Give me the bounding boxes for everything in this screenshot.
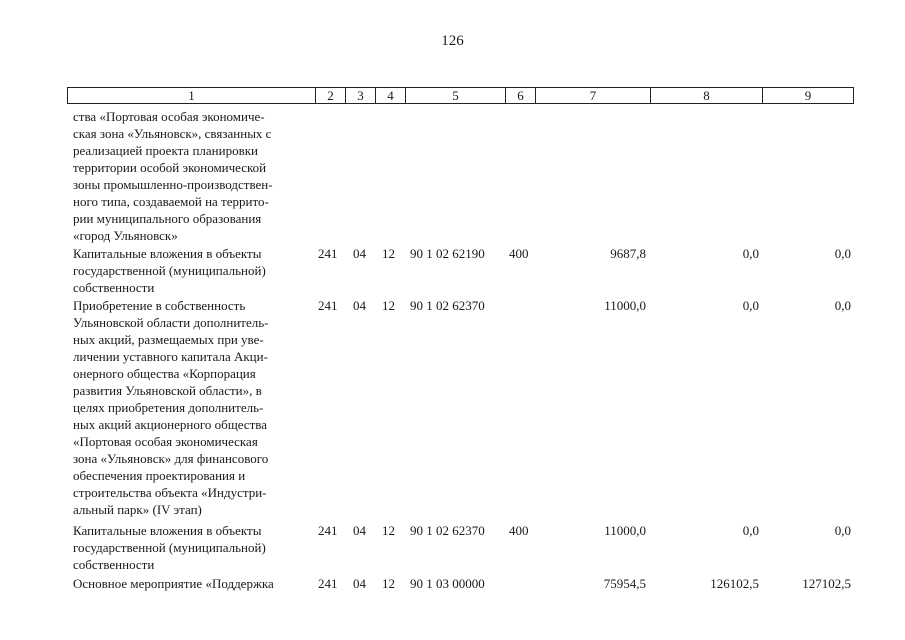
cell-col6: 400 (509, 523, 529, 538)
cell-col9: 0,0 (834, 298, 851, 313)
cell-col5: 90 1 03 00000 (410, 576, 485, 591)
cell-col5: 90 1 02 62370 (410, 523, 485, 538)
cell-col2: 241 (318, 576, 338, 591)
row-description: Капитальные вложения в объекты государственной (муниципальной) собственности (73, 523, 266, 572)
cell-col8: 0,0 (742, 246, 759, 261)
page-number: 126 (441, 33, 464, 49)
cell-col9: 0,0 (834, 246, 851, 261)
column-header-5: 5 (405, 87, 505, 104)
column-header-7: 7 (535, 87, 650, 104)
row-description: Основное мероприятие «Поддержка (73, 576, 274, 591)
cell-col7: 11000,0 (604, 523, 646, 538)
row-description: Приобретение в собственность Ульяновской области дополнитель- ных акций, размещаемых при уве- личении уставного капитала Акци- онерного общества «Корпорация развития Ульяновской области», в целях приобретения дополнитель- ных акций акционерного общества «Портовая особая экономическая зона «Ульяновск» для финансового обеспечения проектирования и строительства объекта «Индустри- альный парк» (IV этап) (73, 298, 269, 517)
column-header-6: 6 (505, 87, 535, 104)
column-header-4: 4 (375, 87, 405, 104)
cell-col4: 12 (382, 576, 395, 591)
cell-col4: 12 (382, 523, 395, 538)
row-description: Капитальные вложения в объекты государственной (муниципальной) собственности (73, 246, 266, 295)
cell-col7: 9687,8 (610, 246, 646, 261)
cell-col3: 04 (353, 523, 366, 538)
cell-col4: 12 (382, 298, 395, 313)
cell-col7: 75954,5 (603, 576, 646, 591)
cell-col3: 04 (353, 576, 366, 591)
cell-col8: 0,0 (742, 298, 759, 313)
cell-col5: 90 1 02 62370 (410, 298, 485, 313)
cell-col2: 241 (318, 523, 338, 538)
cell-col9: 0,0 (834, 523, 851, 538)
column-header-2: 2 (315, 87, 345, 104)
column-header-9: 9 (762, 87, 854, 104)
row-description: ства «Портовая особая экономиче- ская зона «Ульяновск», связанных с реализацией проекта планировки территории особой экономической зоны промышленно-производствен- ного типа, создаваемой на террито- рии муниципального образования «город Ульяновск» (73, 109, 273, 243)
cell-col9: 127102,5 (802, 576, 851, 591)
cell-col7: 11000,0 (604, 298, 646, 313)
cell-col2: 241 (318, 298, 338, 313)
column-header-1: 1 (67, 87, 315, 104)
cell-col3: 04 (353, 246, 366, 261)
cell-col5: 90 1 02 62190 (410, 246, 485, 261)
column-header-8: 8 (650, 87, 762, 104)
cell-col2: 241 (318, 246, 338, 261)
cell-col8: 0,0 (742, 523, 759, 538)
cell-col4: 12 (382, 246, 395, 261)
cell-col3: 04 (353, 298, 366, 313)
cell-col8: 126102,5 (710, 576, 759, 591)
column-header-3: 3 (345, 87, 375, 104)
cell-col6: 400 (509, 246, 529, 261)
